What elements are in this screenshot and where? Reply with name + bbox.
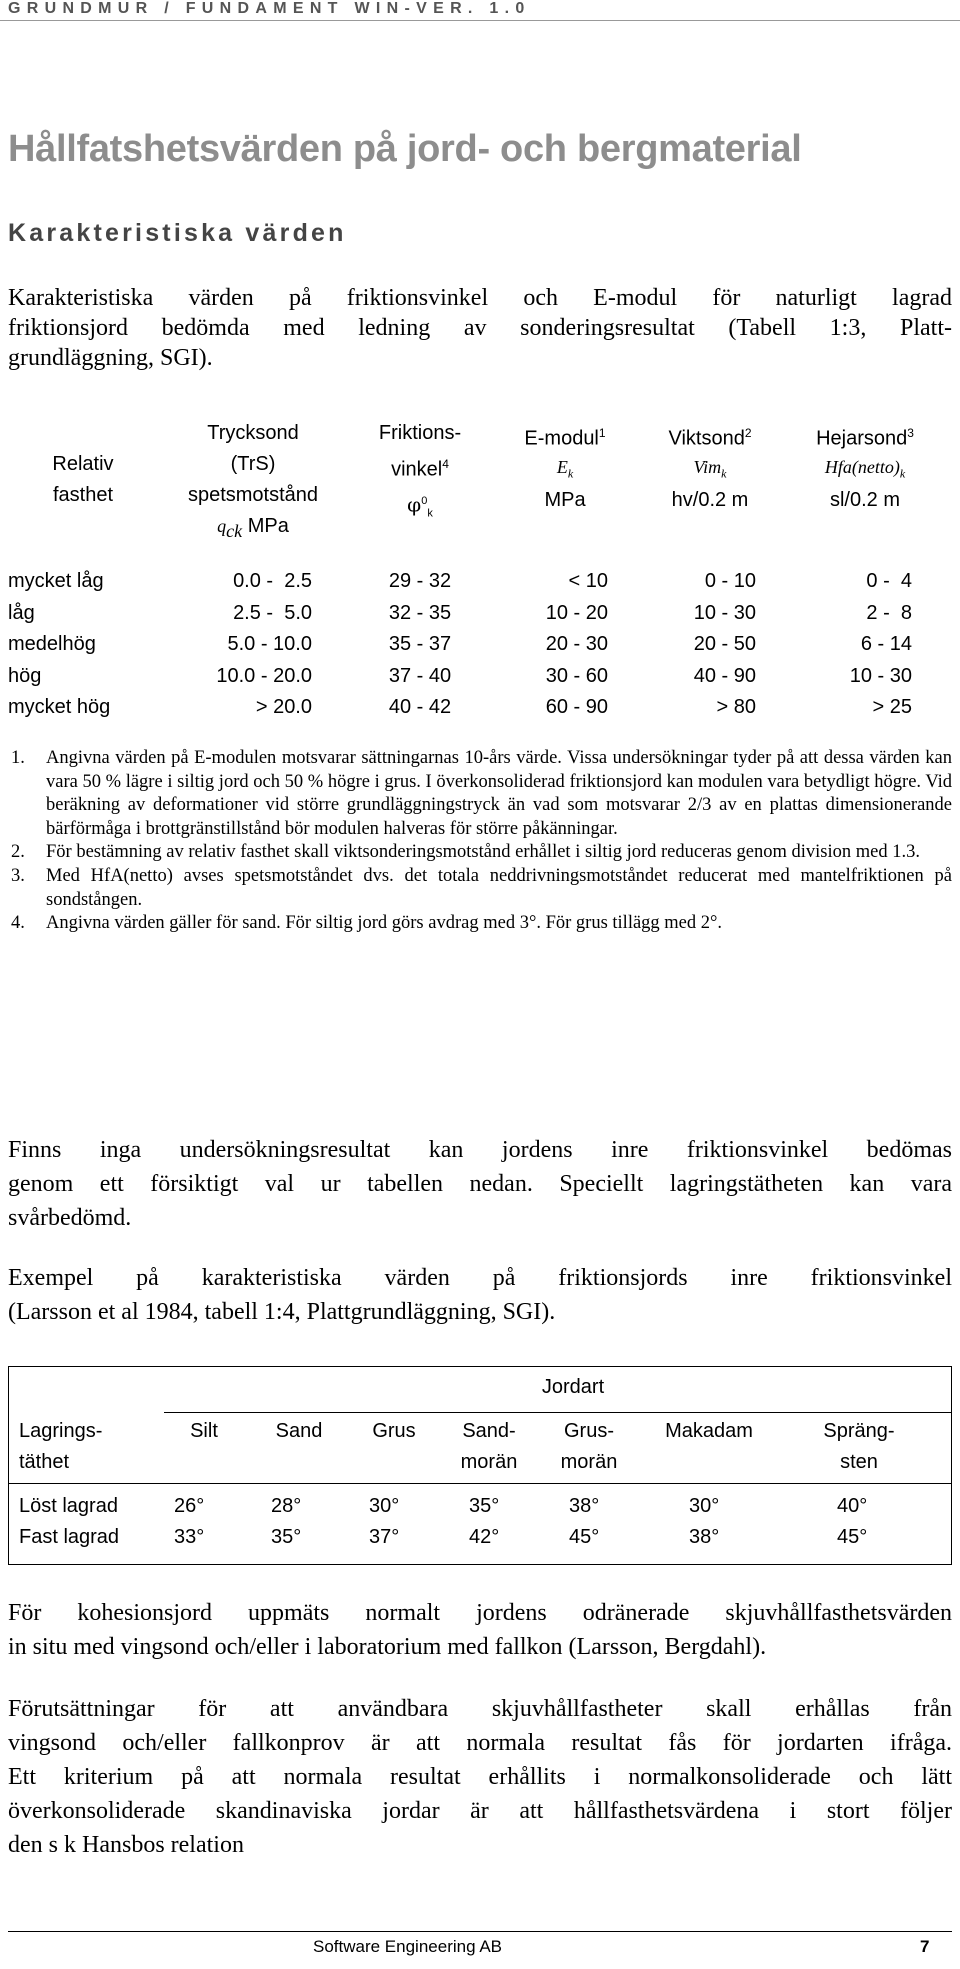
table-cell: låg xyxy=(8,601,35,624)
paragraph-conditions: Förutsättningar för att användbara skjuvhållfastheter skall erhållas från vingsond och/eller fallkonprov är att normala resultat fås för jordarten ifråga. Ett kriterium på att normala resultat erhållits i normalkonsoliderade och lätt överkonsoliderade skandinaviska jordar är att hållfasthetsvärdena i stort följer den s k Hansbos relation xyxy=(8,1696,952,1858)
intro-line: Karakteristiska värden på friktionsvinkel och E-modul för naturligt lagrad xyxy=(8,285,952,311)
column-header: Silt xyxy=(190,1420,218,1442)
header-relativ: Relativ fasthet xyxy=(52,453,114,506)
table-cell: 2 - 8 xyxy=(866,601,912,624)
footer-company: Software Engineering AB xyxy=(313,1937,503,1956)
footnote: 2. För bestämning av relativ fasthet skall viktsonderingsmotstånd erhållet i siltig jord reduceras genom division med 1.3. xyxy=(11,842,920,863)
column-header: Grus- morän xyxy=(560,1420,618,1473)
header-trycksond: Trycksond (TrS) spetsmotstånd $q_{ck}$ MPa xyxy=(168,418,338,543)
table-cell: 40 - 42 xyxy=(388,696,452,718)
table-cell: mycket hög xyxy=(8,696,111,718)
table-cell: 0 - 10 xyxy=(704,570,756,592)
header-friktionsvinkel: Friktions- vinkel$^4$ $\varphi^0_k$ xyxy=(378,422,462,520)
table-cell: 60 - 90 xyxy=(545,696,608,718)
table-cell: 40° 45° xyxy=(837,1495,868,1548)
table-cell: 5.0 - 10.0 xyxy=(227,633,312,655)
footnotes xyxy=(8,747,952,936)
table-cell: 37 - 40 xyxy=(388,664,452,687)
column-viktsond xyxy=(640,566,756,724)
paragraph-cohesion: För kohesionsjord uppmäts normalt jordens odränerade skjuvhållfasthetsvärden in situ med vingsond och/eller i laboratorium med fallkon (Larsson, Bergdahl). xyxy=(8,1600,952,1660)
table-cell: 10 - 30 xyxy=(849,664,912,687)
table-cell: 0.0 - 2.5 xyxy=(233,570,312,592)
table-cell: medelhög xyxy=(8,633,96,655)
table-cell: > 80 xyxy=(716,696,756,718)
intro-paragraph xyxy=(8,283,952,373)
page-title: Hållfatshetsvärden på jord- och bergmaterial xyxy=(8,128,802,170)
intro-line: grundläggning, SGI). xyxy=(8,345,213,371)
table-cell: 10 - 20 xyxy=(545,601,608,624)
row-labels: Löst lagrad Fast lagrad xyxy=(19,1495,120,1548)
table-cell: 20 - 30 xyxy=(545,633,608,655)
column-hejarsond xyxy=(800,566,912,724)
header-viktsond: Viktsond$^2$ Vim$_k$ hv/0.2 m xyxy=(668,426,752,512)
footer-rule xyxy=(8,1931,952,1932)
intro-line: friktionsjord bedömda med ledning av sonderingsresultat (Tabell 1:3, Platt- xyxy=(8,315,952,341)
header-emodul: E-modul$^1$ $E_k$ MPa xyxy=(524,426,606,512)
running-header: GRUNDMUR / FUNDAMENT WIN-VER. 1.0 xyxy=(8,0,531,17)
table-cell: hög xyxy=(8,664,42,687)
table-cell: mycket låg xyxy=(8,570,104,592)
table-cell: 40 - 90 xyxy=(693,664,756,687)
table-cell: 32 - 35 xyxy=(388,601,452,624)
table-cell: 2.5 - 5.0 xyxy=(233,601,312,624)
column-header: Makadam xyxy=(665,1420,753,1442)
table-cell: > 20.0 xyxy=(255,696,312,718)
footnote: 4. Angivna värden gäller för sand. För siltig jord görs avdrag med 3°. För grus tillägg med 2°. xyxy=(11,913,723,934)
column-header: Sand- morän xyxy=(460,1420,518,1473)
friction-angle-table xyxy=(8,1366,952,1565)
paragraph-example: Exempel på karakteristiska värden på friktionsjords inre friktionsvinkel (Larsson et al 1984, tabell 1:4, Plattgrundläggning, SGI). xyxy=(8,1265,952,1325)
header-hejarsond: Hejarsond$^3$ $Hfa(netto)_k$ sl/0.2 m xyxy=(816,426,914,512)
column-header: Grus xyxy=(372,1420,416,1442)
table-cell: 0 - 4 xyxy=(866,570,912,592)
column-trycksond xyxy=(180,566,312,724)
table-cell: 35° 42° xyxy=(469,1495,500,1548)
table-cell: < 10 xyxy=(568,570,608,592)
header-rule xyxy=(0,20,960,21)
body-rule xyxy=(9,1483,951,1484)
table-cell: 10 - 30 xyxy=(693,601,756,624)
section-subtitle: Karakteristiska värden xyxy=(8,219,347,247)
footnote: 1. Angivna värden på E-modulen motsvarar sättningarnas 10-års värde. Vissa undersökningar tyder på att dessa värden kan vara 50 % lägre i siltig jord och 50 % högre i grus. I överkonsoliderad friktionsjord kan modulen vara betydligt högre. Vid beräkning av deformationer vid större grundläggningstryck än vad som motsvarar 2/3 av en plattas dimensionerande bärförmåga i brottgränstillstånd bör modulen halveras för större påkänningar. xyxy=(11,748,952,839)
table-cell: 30° 37° xyxy=(369,1495,400,1548)
column-fasthet xyxy=(8,566,110,724)
footnote: 3. Med HfA(netto) avses spetsmotståndet dvs. det totala neddrivningsmotståndet reducerat med mantelfriktionen på sondstången. xyxy=(11,865,952,910)
table-cell: 28° 35° xyxy=(271,1495,302,1548)
column-friktion xyxy=(350,566,490,724)
header-rule xyxy=(164,1412,951,1413)
column-header: Sand xyxy=(275,1420,323,1442)
table-cell: 30 - 60 xyxy=(545,664,608,687)
table-cell: 29 - 32 xyxy=(388,570,452,592)
group-header-jordart: Jordart xyxy=(541,1376,605,1398)
column-emodul xyxy=(500,566,608,724)
paragraph-no-results: Finns inga undersökningsresultat kan jordens inre friktionsvinkel bedömas genom ett försiktigt val ur tabellen nedan. Speciellt lagringstätheten kan vara svårbedömd. xyxy=(8,1137,952,1231)
header-trycksond-unit: $q_{ck}$ MPa xyxy=(217,515,289,541)
table-cell: > 25 xyxy=(872,696,912,718)
table-cell: 38° 45° xyxy=(569,1495,600,1548)
page-number: 7 xyxy=(920,1937,930,1956)
table-cell: 30° 38° xyxy=(689,1495,720,1548)
table-cell: 20 - 50 xyxy=(693,633,756,655)
corner-header: Lagrings- täthet xyxy=(19,1420,103,1473)
table-cell: 26° 33° xyxy=(174,1495,205,1548)
table-cell: 35 - 37 xyxy=(388,633,452,655)
column-header: Spräng- sten xyxy=(823,1420,895,1473)
table-cell: 10.0 - 20.0 xyxy=(216,664,312,687)
table-cell: 6 - 14 xyxy=(860,633,912,655)
